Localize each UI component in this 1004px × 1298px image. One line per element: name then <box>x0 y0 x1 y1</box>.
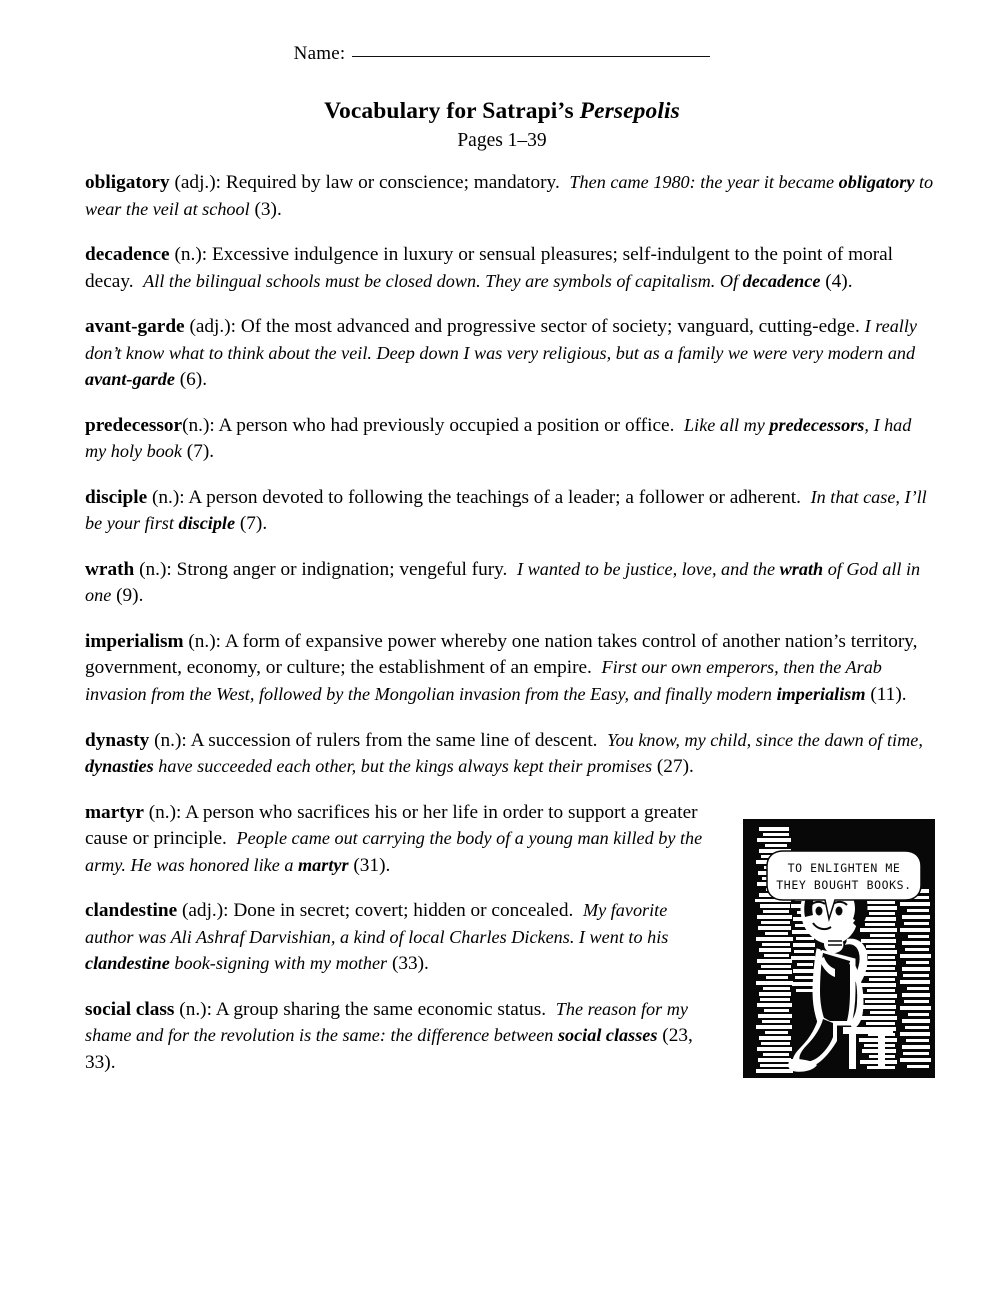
pos-wrath: (n.): <box>139 558 172 580</box>
pos-obligatory: (adj.): <box>174 172 222 193</box>
vocab-entry-avant-garde <box>85 314 937 394</box>
quote-imperialism: First our own emperors, then the Arab invasion from the West, followed by the Mongolian invasion from the Easy, and finally modern imperialism <box>85 657 882 704</box>
page-ref-social-class: (23, 33). <box>85 1025 693 1073</box>
page-ref-martyr: (31). <box>353 854 391 876</box>
quote-avant-garde: I really don’t know what to think about the veil. Deep down I was very religious, but as a family we were very modern and avant-garde <box>85 316 917 390</box>
page-ref-decadence: (4). <box>825 270 853 292</box>
vocab-entry-wrath <box>85 557 937 610</box>
page-ref-disciple: (7). <box>239 513 268 535</box>
definition-predecessor: A person who had previously occupied a position or office. <box>218 414 675 436</box>
term-avant-garde: avant-garde <box>85 316 185 338</box>
definition-martyr: A person who sacrifices his or her life in order to support a greater cause or principle. <box>85 801 698 850</box>
term-wrath: wrath <box>85 558 135 580</box>
term-decadence: decadence <box>85 244 170 266</box>
pos-martyr: (n.): <box>148 801 182 823</box>
name-label: Name: <box>293 43 346 64</box>
quote-wrath: I wanted to be justice, love, and the wrath of God all in one <box>85 558 921 606</box>
vocab-entry-disciple <box>85 485 937 538</box>
vocab-entry-predecessor <box>85 413 937 466</box>
definition-wrath: Strong anger or indignation; vengeful fury. <box>176 558 508 580</box>
quote-disciple: In that case, I’ll be your first disciple <box>85 486 927 534</box>
balloon-line-1: TO ENLIGHTEN ME <box>787 861 901 875</box>
quote-decadence: All the bilingual schools must be closed down. They are symbols of capitalism. Of decadence <box>143 270 821 291</box>
page-subtitle: Pages 1–39 <box>457 129 547 151</box>
page-ref-obligatory: (3). <box>254 198 282 220</box>
name-field-line <box>0 43 1004 65</box>
page-ref-avant-garde: (6). <box>179 369 208 391</box>
page-title <box>0 98 1004 126</box>
definition-clandestine: Done in secret; covert; hidden or concealed. <box>233 900 574 922</box>
page-ref-predecessor: (7). <box>186 441 215 463</box>
term-dynasty: dynasty <box>85 729 150 751</box>
vocab-entry-imperialism <box>85 629 937 709</box>
vocabulary-list <box>85 170 937 1076</box>
quote-martyr: People came out carrying the body of a young man killed by the army. He was honored like a martyr <box>85 828 703 875</box>
term-disciple: disciple <box>85 486 148 508</box>
definition-obligatory: Required by law or conscience; mandatory. <box>225 172 560 193</box>
pos-disciple: (n.): <box>151 486 185 508</box>
pos-clandestine: (adj.): <box>181 900 229 922</box>
quote-clandestine: My favorite author was Ali Ashraf Darvishian, a kind of local Charles Dickens. I went to his clandestine book-signing with my mother <box>85 900 669 974</box>
term-social-class: social class <box>85 998 175 1020</box>
term-imperialism: imperialism <box>85 630 184 652</box>
definition-dynasty: A succession of rulers from the same line of descent. <box>190 729 598 751</box>
term-clandestine: clandestine <box>85 900 178 922</box>
pos-avant-garde: (adj.): <box>189 316 237 338</box>
quote-obligatory: Then came 1980: the year it became obligatory to wear the veil at school <box>85 172 934 219</box>
pos-dynasty: (n.): <box>154 729 187 751</box>
pos-decadence: (n.): <box>174 244 208 266</box>
term-martyr: martyr <box>85 801 144 823</box>
name-blank-rule[interactable] <box>352 56 710 57</box>
pos-imperialism: (n.): <box>188 630 222 652</box>
definition-social-class: A group sharing the same economic status. <box>215 998 547 1020</box>
balloon-line-2: THEY BOUGHT BOOKS. <box>776 878 912 892</box>
page-title-prefix: Vocabulary for Satrapi’s <box>324 98 580 124</box>
term-obligatory: obligatory <box>85 172 170 193</box>
quote-dynasty: You know, my child, since the dawn of time, dynasties have succeeded each other, but the kings always kept their promises <box>85 729 923 777</box>
definition-disciple: A person devoted to following the teachings of a leader; a follower or adherent. <box>188 486 801 508</box>
definition-decadence: Excessive indulgence in luxury or sensual pleasures; self-indulgent to the point of moral decay. <box>85 244 894 292</box>
vocab-entry-clandestine <box>85 898 720 978</box>
vocab-entry-obligatory <box>85 170 937 223</box>
definition-imperialism: A form of expansive power whereby one nation takes control of another nation’s territory, government, economy, or culture; the establishment of an empire. <box>85 630 918 679</box>
page-ref-clandestine: (33). <box>391 953 429 975</box>
pos-predecessor: (n.): <box>182 414 215 436</box>
vocab-entry-martyr <box>85 800 720 880</box>
title-block <box>0 98 1004 153</box>
quote-social-class: The reason for my shame and for the revolution is the same: the difference between social classes <box>85 998 688 1046</box>
term-predecessor: predecessor <box>85 414 183 436</box>
vocab-entry-dynasty <box>85 728 937 781</box>
quote-predecessor: Like all my predecessors, I had my holy book <box>85 414 912 462</box>
page-ref-imperialism: (11). <box>870 683 907 705</box>
vocab-entry-social-class <box>85 997 720 1077</box>
vocab-entry-decadence <box>85 242 937 295</box>
page-ref-wrath: (9). <box>116 585 144 607</box>
page-ref-dynasty: (27). <box>656 756 694 778</box>
pos-social-class: (n.): <box>179 998 212 1020</box>
page-title-work: Persepolis <box>579 98 680 124</box>
definition-avant-garde: Of the most advanced and progressive sector of society; vanguard, cutting-edge. <box>240 316 860 338</box>
